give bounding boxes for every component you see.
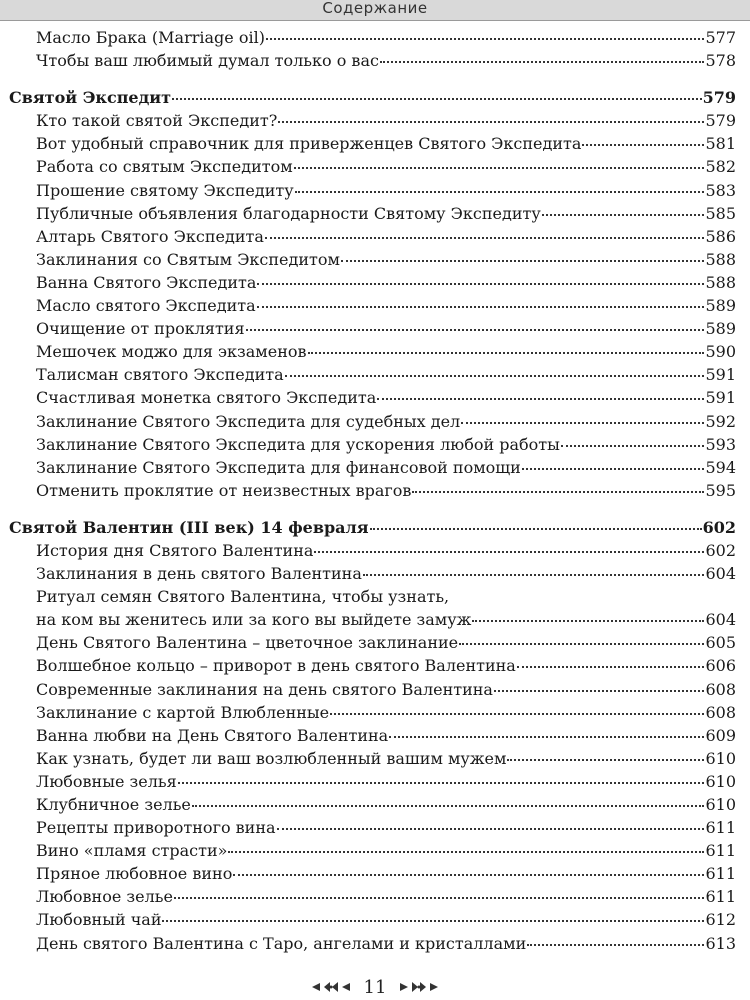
page-footer [0,976,750,998]
entry-title: Любовное зелье [36,887,173,907]
toc-entry[interactable] [0,818,750,841]
entry-title: Публичные объявления благодарности Святому Экспедиту [36,203,541,223]
entry-page-number: 611 [705,887,736,907]
dot-leader [172,98,702,100]
entry-page-number: 610 [705,795,736,814]
toc-entry[interactable] [0,610,750,633]
entry-title: Работа со святым Экспедитом [36,157,293,177]
toc-entry[interactable] [0,412,750,435]
entry-page-number: 611 [705,864,736,884]
entry-page-number: 585 [705,203,736,223]
entry-page-number: 581 [705,134,736,154]
entry-title: Рецепты приворотного вина [36,818,276,838]
entry-page-number: 602 [702,517,736,537]
entry-title: Талисман святого Экспедита [36,365,284,385]
entry-title: на ком вы женитесь или за кого вы выйдете замуж [36,610,472,630]
toc-entry[interactable] [0,703,750,726]
dot-leader [517,666,705,668]
toc-entry[interactable] [0,273,750,296]
dot-leader [295,191,705,193]
entry-page-number: 591 [705,365,736,385]
dot-leader [233,874,704,876]
toc-entry[interactable] [0,864,750,887]
toc-entry[interactable] [0,633,750,656]
toc-entry[interactable] [0,680,750,703]
header-title: Содержание [322,0,428,17]
dot-leader [294,167,705,169]
entry-page-number: 593 [705,434,736,454]
toc-entry[interactable] [0,934,750,957]
toc-entry[interactable] [0,319,750,342]
dot-leader [178,782,705,784]
entry-page-number: 613 [705,933,736,953]
entry-title: День святого Валентина с Таро, ангелами и кристаллами [36,933,527,953]
entry-title: Мешочек моджо для экзаменов [36,342,307,362]
entry-page-number: 588 [705,272,736,292]
toc-entry[interactable] [0,181,750,204]
toc-entry[interactable] [0,51,750,74]
dot-leader [377,398,704,400]
entry-title: Святой Валентин (III век) 14 февраля [9,517,369,537]
dot-leader [277,828,705,830]
entry-page-number: 602 [705,540,736,560]
dot-leader [278,121,704,123]
dot-leader [174,897,705,899]
dot-leader [389,736,704,738]
dot-leader [370,528,702,530]
toc-section [0,88,750,504]
dot-leader [380,61,705,63]
toc-entry[interactable] [0,365,750,388]
dot-leader [522,468,705,470]
entry-page-number: 610 [705,748,736,768]
entry-title: Ванна Святого Экспедита [36,272,257,292]
entry-page-number: 592 [705,411,736,431]
toc-entry[interactable] [0,772,750,795]
toc-entry[interactable] [0,458,750,481]
entry-title: Волшебное кольцо – приворот в день святого Валентина [36,656,516,676]
dot-leader [412,491,704,493]
entry-title: Современные заклинания на день святого Валентина [36,679,493,699]
entry-title: Как узнать, будет ли ваш возлюбленный вашим мужем [36,748,507,768]
entry-title: Любовный чай [36,910,162,930]
entry-title: Ритуал семян Святого Валентина, чтобы узнать, [36,587,450,607]
entry-page-number: 608 [705,702,736,722]
toc-entry[interactable] [0,564,750,587]
entry-title: Заклинания со Святым Экспедитом [36,249,340,269]
entry-title: Святой Экспедит [9,88,172,108]
entry-page-number: 606 [705,656,736,676]
dot-leader [228,851,704,853]
toc-entry[interactable] [0,481,750,504]
dot-leader [330,713,704,715]
entry-page-number: 609 [705,725,736,745]
dot-leader [582,144,704,146]
entry-title: Ванна любви на День Святого Валентина [36,725,389,745]
toc-entry[interactable] [0,204,750,227]
entry-title: Кто такой святой Экспедит? [36,111,278,131]
entry-page-number: 589 [705,319,736,339]
entry-title: Очищение от проклятия [36,319,245,339]
dot-leader [472,620,704,622]
entry-page-number: 611 [705,841,736,861]
entry-page-number: 579 [705,111,736,131]
entry-title: Заклинание с картой Влюбленные [36,702,330,722]
dot-leader [314,551,704,553]
entry-page-number: 610 [705,771,736,791]
toc-entry[interactable] [0,227,750,250]
dot-leader [285,375,705,377]
dot-leader [265,237,705,239]
entry-title: Заклинание Святого Экспедита для ускорения любой работы [36,434,560,454]
entry-title: История дня Святого Валентина [36,540,314,560]
running-header [0,0,750,21]
entry-title: Чтобы ваш любимый думал только о вас [36,51,379,71]
entry-title: Прошение святому Экспедиту [36,180,294,200]
entry-page-number: 594 [705,457,736,477]
toc-entry[interactable] [0,111,750,134]
entry-title: Клубничное зелье [36,795,191,814]
dot-leader [542,214,705,216]
toc-entry[interactable] [0,541,750,564]
left-ornament-icon [310,977,352,998]
toc-entry[interactable] [0,587,750,610]
entry-page-number: 612 [705,910,736,930]
right-ornament-icon [398,977,440,998]
entry-page-number: 590 [705,342,736,362]
toc-entry[interactable] [0,296,750,319]
toc-entry[interactable] [0,656,750,679]
entry-page-number: 595 [705,480,736,500]
dot-leader [461,422,704,424]
dot-leader [494,690,704,692]
toc-entry[interactable] [0,841,750,864]
section-heading[interactable] [0,88,750,111]
toc-section [0,518,750,957]
entry-page-number: 583 [705,180,736,200]
dot-leader [459,643,704,645]
section-heading[interactable] [0,518,750,541]
dot-leader [341,260,704,262]
entry-page-number: 579 [702,88,736,108]
entry-page-number: 586 [705,226,736,246]
toc-entry[interactable] [0,157,750,180]
entry-title: Вот удобный справочник для приверженцев Святого Экспедита [36,134,582,154]
toc-entry[interactable] [0,342,750,365]
dot-leader [363,574,705,576]
dot-leader [266,38,705,40]
dot-leader [561,445,705,447]
entry-page-number: 611 [705,818,736,838]
toc-entry[interactable] [0,887,750,910]
dot-leader [527,944,704,946]
entry-page-number: 591 [705,388,736,408]
entry-title: Заклинания в день святого Валентина [36,564,362,584]
entry-page-number: 608 [705,679,736,699]
entry-title: Алтарь Святого Экспедита [36,226,264,246]
entry-page-number: 578 [705,51,736,71]
entry-title: Масло Брака (Marriage oil) [36,28,265,47]
entry-page-number: 604 [705,564,736,584]
dot-leader [507,759,704,761]
toc-entry[interactable] [0,435,750,458]
entry-page-number: 589 [705,296,736,316]
entry-title: Пряное любовное вино [36,864,233,884]
entry-page-number: 588 [705,249,736,269]
toc-entry[interactable] [0,726,750,749]
entry-title: Вино «пламя страсти» [36,841,228,861]
toc-entry[interactable] [0,795,750,818]
dot-leader [308,352,705,354]
entry-page-number: 577 [705,28,736,47]
toc-entry[interactable] [0,388,750,411]
toc-section [0,28,750,74]
dot-leader [192,805,705,807]
entry-page-number: 582 [705,157,736,177]
toc-entry[interactable] [0,134,750,157]
entry-title: Счастливая монетка святого Экспедита [36,388,377,408]
toc-entry[interactable] [0,250,750,273]
toc-entry[interactable] [0,28,750,51]
dot-leader [257,306,705,308]
entry-title: Заклинание Святого Экспедита для судебных дел [36,411,461,431]
entry-title: Заклинание Святого Экспедита для финансовой помощи [36,457,521,477]
toc-entry[interactable] [0,910,750,933]
entry-page-number: 604 [705,610,736,630]
dot-leader [162,920,704,922]
dot-leader [257,283,704,285]
toc-entry[interactable] [0,749,750,772]
entry-title: Масло святого Экспедита [36,296,256,316]
table-of-contents [0,28,750,971]
entry-title: Отменить проклятие от неизвестных врагов [36,480,412,500]
entry-title: День Святого Валентина – цветочное заклинание [36,633,459,653]
page-number: 11 [363,976,387,998]
entry-title: Любовные зелья [36,771,177,791]
entry-page-number: 605 [705,633,736,653]
dot-leader [246,329,705,331]
